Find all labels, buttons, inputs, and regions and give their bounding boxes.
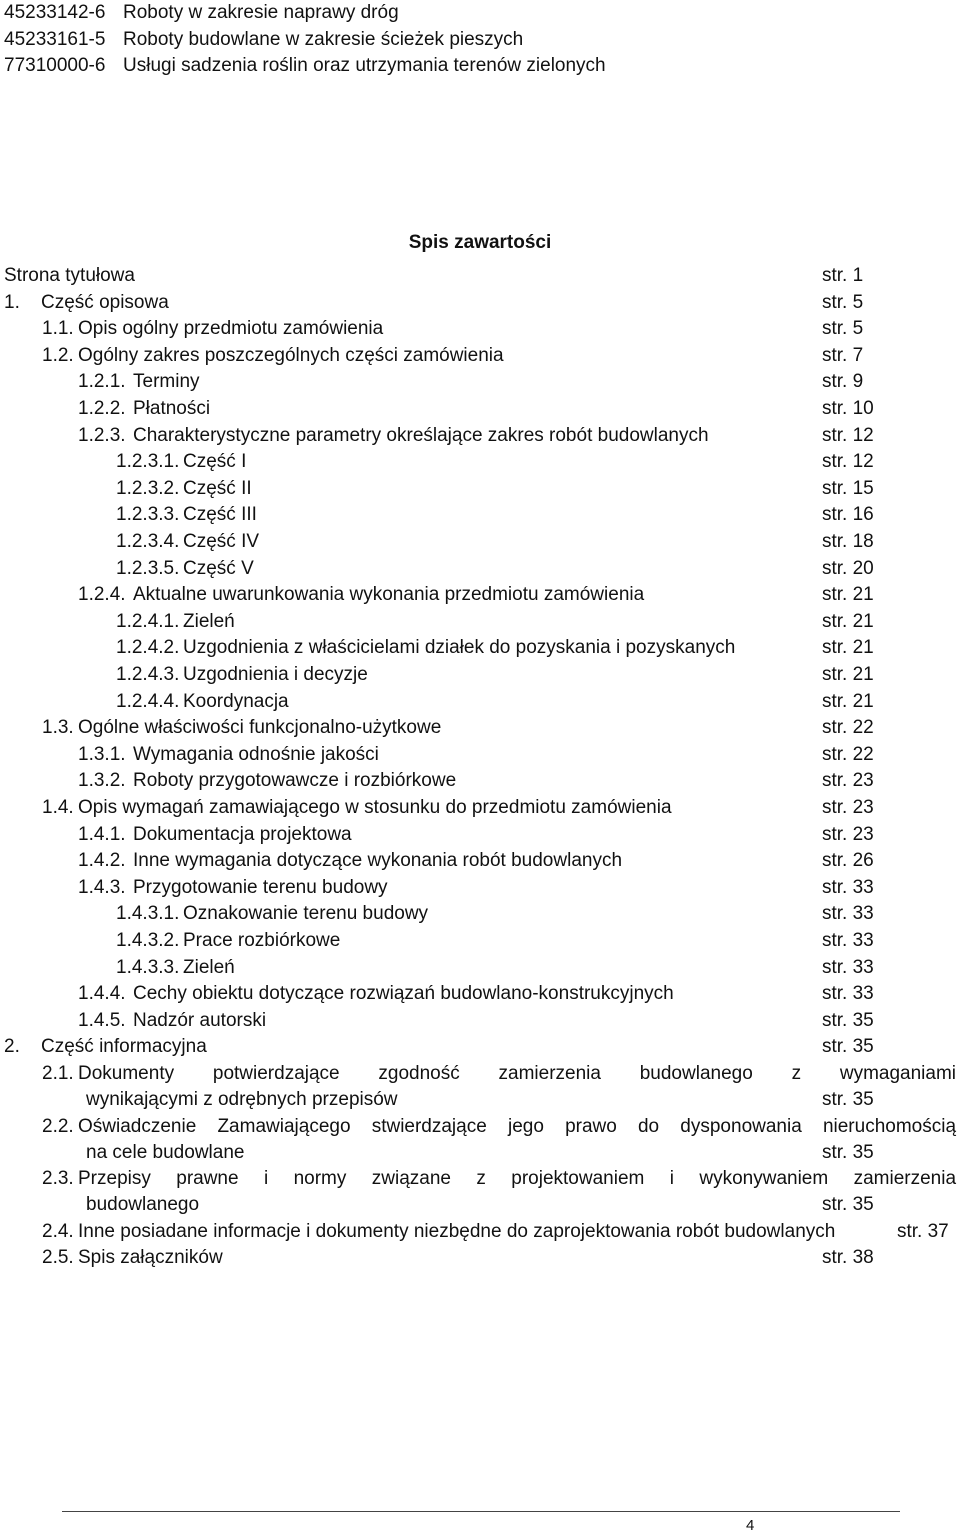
toc-entry (116, 609, 235, 635)
toc-entry (116, 556, 254, 582)
toc-entry-page: str. 22 (822, 743, 874, 765)
toc-entry (78, 1008, 266, 1034)
toc-entry-text: Część opisowa (41, 291, 169, 313)
toc-entry-text-line2: wynikającymi z odrębnych przepisów (86, 1089, 398, 1110)
toc-entry-text: Opis wymagań zamawiającego w stosunku do przedmiotu zamówienia (78, 797, 672, 818)
toc-entry-text: Wymagania odnośnie jakości (133, 743, 379, 765)
toc-title: Spis zawartości (408, 232, 552, 253)
toc-entry-page: str. 10 (822, 398, 874, 419)
toc-entry (78, 582, 644, 608)
toc-entry (42, 715, 441, 741)
toc-entry-text: Roboty przygotowawcze i rozbiórkowe (133, 770, 457, 792)
toc-entry-text: Inne wymagania dotyczące wykonania robót budowlanych (133, 850, 623, 872)
toc-entry-page: str. 1 (822, 265, 864, 286)
toc-entry-text-line2: na cele budowlane (86, 1141, 245, 1163)
toc-entry-number: 1.3.2. (78, 770, 126, 792)
toc-entry (116, 635, 735, 661)
toc-entry (78, 396, 210, 422)
toc-entry-text-line1: Przepisy prawne i normy związane z projektowaniem i wykonywaniem zamierzenia (78, 1168, 957, 1189)
toc-entry-page: str. 33 (822, 983, 874, 1005)
toc-entry-number: 1.4.3.3. (116, 956, 180, 978)
toc-entry-number: 1.2.3. (78, 424, 126, 446)
toc-entry-text: Ogólne właściwości funkcjonalno-użytkowe (78, 717, 442, 739)
cpv-code: 77310000-6 (4, 55, 106, 76)
toc-entry (42, 316, 383, 342)
toc-entry-page: str. 5 (822, 291, 864, 313)
toc-entry-number: 2.4. (42, 1220, 74, 1242)
toc-entry-number: 1.3. (42, 717, 74, 739)
toc-entry-number: 1.2.4.4. (116, 690, 180, 712)
toc-entry-page: str. 26 (822, 850, 874, 872)
toc-entry (116, 662, 368, 688)
toc-entry-number: 2.5. (42, 1247, 74, 1269)
toc-entry-number: 1.1. (42, 318, 74, 340)
toc-entry-page: str. 33 (822, 930, 874, 951)
toc-entry (42, 343, 504, 369)
toc-entry-page: str. 33 (822, 956, 874, 978)
footer-divider (62, 1511, 900, 1512)
toc-entry-page: str. 12 (822, 424, 874, 446)
cpv-code-row (4, 27, 523, 53)
toc-entry (4, 263, 135, 289)
toc-entry (116, 529, 259, 555)
toc-entry-page: str. 38 (822, 1247, 874, 1269)
toc-entry-number: 1.2.4.1. (116, 610, 180, 632)
toc-entry-number: 1.4.2. (78, 850, 126, 872)
toc-entry-page: str. 23 (822, 823, 874, 845)
toc-entry-page: str. 20 (822, 557, 874, 579)
toc-entry-text: Uzgodnienia i decyzje (183, 664, 368, 685)
toc-entry (78, 369, 200, 395)
toc-entry-text: Opis ogólny przedmiotu zamówienia (78, 318, 384, 340)
toc-entry-text-line2: budowlanego (86, 1194, 200, 1215)
toc-entry-text: Oznakowanie terenu budowy (183, 903, 429, 925)
toc-entry-number: 1.4.4. (78, 983, 126, 1005)
toc-entry-number: 2.3. (42, 1168, 74, 1189)
toc-entry-number: 2.1. (42, 1063, 74, 1084)
cpv-code: 45233142-6 (4, 2, 106, 23)
cpv-code-row (4, 53, 606, 79)
toc-entry-text: Część informacyjna (41, 1036, 207, 1058)
toc-entry-text: Zieleń (183, 956, 235, 978)
toc-entry (116, 955, 235, 981)
toc-entry-page: str. 21 (822, 637, 874, 659)
toc-entry-text: Strona tytułowa (4, 265, 135, 286)
toc-entry-number: 1.4.5. (78, 1009, 126, 1031)
toc-entry-page: str. 23 (822, 797, 874, 818)
toc-entry-number: 1.2.3.1. (116, 451, 180, 473)
toc-entry-page: str. 16 (822, 504, 874, 526)
toc-entry (78, 742, 379, 768)
cpv-label: Roboty w zakresie naprawy dróg (123, 2, 399, 23)
toc-entry-page: str. 35 (822, 1194, 874, 1215)
toc-entry-number: 1.2.4. (78, 584, 126, 606)
toc-entry (78, 822, 352, 848)
toc-entry-page: str. 35 (822, 1036, 874, 1058)
toc-entry-page: str. 35 (822, 1141, 874, 1163)
toc-entry-page: str. 21 (822, 690, 874, 712)
toc-entry-number: 1.2.3.4. (116, 531, 180, 552)
toc-entry-text: Zieleń (183, 610, 235, 632)
toc-entry-text-line1: Oświadczenie Zamawiającego stwierdzające jego prawo do dysponowania nieruchomością (78, 1115, 957, 1137)
toc-entry-number: 1.2.3.3. (116, 504, 180, 526)
toc-entry (116, 502, 257, 528)
toc-entry-page: str. 21 (822, 584, 874, 606)
toc-entry (78, 981, 674, 1007)
toc-entry (116, 689, 289, 715)
toc-entry-text: Terminy (133, 371, 200, 393)
toc-entry-text: Prace rozbiórkowe (183, 930, 341, 951)
page-number: 4 (746, 1517, 755, 1534)
toc-entry (116, 901, 428, 927)
toc-entry-text: Koordynacja (183, 690, 289, 712)
toc-entry-text-line1: Dokumenty potwierdzające zgodność zamierzenia budowlanego z wymaganiami (78, 1063, 956, 1084)
toc-entry-number: 1.2.4.3. (116, 664, 180, 685)
toc-entry-page: str. 23 (822, 770, 874, 792)
toc-entry-text: Część III (183, 504, 257, 526)
toc-entry-number: 2.2. (42, 1115, 74, 1137)
cpv-label: Usługi sadzenia roślin oraz utrzymania terenów zielonych (123, 55, 606, 76)
toc-entry-page: str. 37 (897, 1220, 949, 1242)
toc-entry-page: str. 35 (822, 1009, 874, 1031)
cpv-label: Roboty budowlane w zakresie ścieżek pieszych (123, 28, 524, 50)
toc-entry (42, 795, 672, 821)
toc-entry-number: 1.4.1. (78, 823, 126, 845)
toc-entry-text: Inne posiadane informacje i dokumenty niezbędne do zaprojektowania robót budowlanych (78, 1220, 836, 1242)
toc-entry-page: str. 21 (822, 610, 874, 632)
toc-entry (78, 848, 622, 874)
toc-entry-page: str. 21 (822, 664, 874, 685)
toc-entry-text: Cechy obiektu dotyczące rozwiązań budowlano-konstrukcyjnych (133, 983, 674, 1005)
toc-entry-number: 1.3.1. (78, 743, 126, 765)
toc-entry-text: Ogólny zakres poszczególnych części zamówienia (78, 344, 504, 366)
toc-entry-number: 1.4.3.1. (116, 903, 180, 925)
toc-entry-number: 1. (4, 291, 20, 313)
toc-entry (116, 928, 340, 954)
toc-entry-text: Przygotowanie terenu budowy (133, 876, 388, 898)
toc-entry-text: Część II (183, 477, 252, 499)
toc-entry-text: Aktualne uwarunkowania wykonania przedmiotu zamówienia (133, 584, 645, 606)
toc-entry-number: 1.4.3. (78, 876, 126, 898)
toc-entry-page: str. 12 (822, 451, 874, 473)
toc-entry-number: 1.4. (42, 797, 74, 818)
toc-entry-page: str. 18 (822, 531, 874, 552)
toc-entry-page: str. 22 (822, 717, 874, 739)
toc-entry-text: Część IV (183, 531, 260, 552)
toc-entry-number: 1.2. (42, 344, 74, 366)
toc-entry-text: Płatności (133, 398, 211, 419)
toc-entry-page: str. 7 (822, 344, 864, 366)
toc-entry-text: Nadzór autorski (133, 1009, 267, 1031)
toc-entry-page: str. 5 (822, 318, 864, 340)
cpv-code: 45233161-5 (4, 28, 106, 50)
toc-entry-text: Część I (183, 451, 247, 473)
toc-entry-text: Część V (183, 557, 254, 579)
toc-entry-text: Spis załączników (78, 1247, 223, 1269)
toc-entry (116, 449, 246, 475)
toc-entry-number: 1.4.3.2. (116, 930, 180, 951)
toc-entry-page: str. 35 (822, 1089, 874, 1110)
toc-entry-page: str. 15 (822, 477, 874, 499)
toc-entry-number: 2. (4, 1036, 20, 1058)
toc-entry (78, 423, 709, 449)
toc-entry-number: 1.2.4.2. (116, 637, 180, 659)
toc-entry-text: Dokumentacja projektowa (133, 823, 352, 845)
toc-entry-text: Uzgodnienia z właścicielami działek do pozyskania i pozyskanych (183, 637, 736, 659)
toc-entry-number: 1.2.1. (78, 371, 126, 393)
toc-entry (4, 1034, 207, 1060)
toc-entry-number: 1.2.3.5. (116, 557, 180, 579)
toc-entry (116, 476, 252, 502)
toc-entry-number: 1.2.2. (78, 398, 126, 419)
toc-entry-page: str. 9 (822, 371, 864, 393)
toc-entry (4, 290, 169, 316)
cpv-code-row (4, 0, 399, 26)
toc-entry-number: 1.2.3.2. (116, 477, 180, 499)
toc-entry-text: Charakterystyczne parametry określające zakres robót budowlanych (133, 424, 709, 446)
toc-entry (78, 768, 456, 794)
toc-entry-page: str. 33 (822, 903, 874, 925)
toc-entry-page: str. 33 (822, 876, 874, 898)
toc-entry (78, 875, 388, 901)
